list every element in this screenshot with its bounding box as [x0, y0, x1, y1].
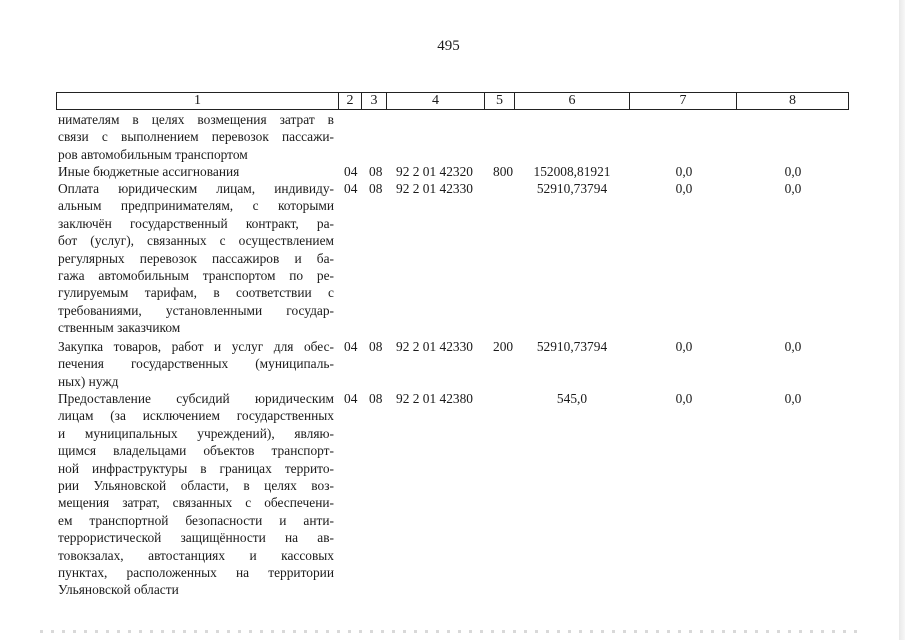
scan-artifact	[40, 630, 860, 633]
table-row-4-description	[58, 390, 334, 599]
description-line: товокзалах, автостанциях и кассовых	[58, 547, 334, 563]
description-line: регулярных перевозок пассажиров и ба-	[58, 250, 334, 266]
header-col-2: 2	[339, 93, 362, 109]
row-3-expense-type: 200	[493, 339, 514, 354]
row-2-amount-col8: 0,0	[784, 181, 802, 196]
row-3-amount-col6: 52910,73794	[536, 339, 608, 354]
description-line: заключён государственный контракт, ра-	[58, 215, 334, 231]
row-3-subsection: 08	[369, 339, 383, 354]
description-line: нимателям в целях возмещения затрат в	[58, 112, 334, 127]
row-1-subsection: 08	[369, 164, 383, 179]
row-4-amount-col6: 545,0	[556, 391, 588, 406]
description-line: Предоставление субсидий юридическим	[58, 391, 334, 406]
page-number: 495	[437, 38, 460, 54]
description-line: Закупка товаров, работ и услуг для обес-	[58, 339, 334, 354]
scan-edge	[899, 0, 905, 640]
header-col-3: 3	[362, 93, 387, 109]
header-col-1: 1	[57, 93, 339, 109]
table-row-3-description	[58, 338, 334, 390]
description-line: щимся владельцами объектов транспорт-	[58, 443, 334, 459]
row-3-amount-col7: 0,0	[675, 339, 693, 354]
description-line: ственным заказчиком	[58, 320, 181, 336]
table-row-2-description	[58, 180, 334, 337]
description-line: ной инфраструктуры в границах террито-	[58, 460, 334, 476]
description-line: Иные бюджетные ассигнования	[58, 164, 240, 179]
header-col-8: 8	[789, 93, 796, 108]
description-line: бот (услуг), связанных с осуществлением	[58, 233, 334, 249]
description-line: рии Ульяновской области, в целях воз-	[58, 478, 334, 494]
row-2-amount-col7: 0,0	[675, 181, 693, 196]
row-3-amount-col8: 0,0	[784, 339, 802, 354]
row-1-expense-type: 800	[493, 164, 514, 179]
description-line: Оплата юридическим лицам, индивиду-	[58, 181, 334, 196]
description-line: ров автомобильным транспортом	[58, 146, 248, 162]
row-1-section: 04	[344, 164, 358, 179]
description-line: гажа автомобильным транспортом по ре-	[58, 268, 334, 284]
description-line: гулируемым тарифам, в соответствии с	[58, 285, 334, 301]
row-1-amount-col8: 0,0	[784, 164, 802, 179]
header-col-4: 4	[387, 93, 485, 109]
description-line: мещения затрат, связанных с обеспечени-	[58, 495, 334, 511]
row-2-subsection: 08	[369, 181, 383, 196]
row-4-section: 04	[344, 391, 358, 406]
description-line: печения государственных (муниципаль-	[58, 356, 334, 372]
row-2-amount-col6: 52910,73794	[536, 181, 608, 196]
description-line: террористической защищённости на ав-	[58, 530, 334, 546]
description-line: ных) нужд	[58, 373, 119, 389]
row-1-amount-col7: 0,0	[675, 164, 693, 179]
row-2-target-article: 92 2 01 42330	[396, 181, 473, 196]
row-1-target-article: 92 2 01 42320	[396, 164, 473, 179]
row-4-amount-col8: 0,0	[784, 391, 802, 406]
row-2-section: 04	[344, 181, 358, 196]
description-line: и муниципальных учреждений), являю-	[58, 425, 334, 441]
description-line: лицам (за исключением государственных	[58, 408, 334, 424]
table-row-1-description	[58, 163, 334, 180]
description-line: требованиями, установленными государ-	[58, 302, 334, 318]
description-line: ем транспортной безопасности и анти-	[58, 512, 334, 528]
row-4-target-article: 92 2 01 42380	[396, 391, 473, 406]
row-3-target-article: 92 2 01 42330	[396, 339, 473, 354]
header-col-6: 6	[515, 93, 630, 109]
description-line: связи с выполнением перевозок пассажи-	[58, 129, 334, 145]
description-line: Ульяновской области	[58, 582, 179, 598]
table-header-row	[56, 92, 849, 110]
row-4-subsection: 08	[369, 391, 383, 406]
row-1-amount-col6: 152008,81921	[533, 164, 611, 179]
row-3-section: 04	[344, 339, 358, 354]
table-row-0-description	[58, 111, 334, 163]
row-4-amount-col7: 0,0	[675, 391, 693, 406]
header-col-7: 7	[630, 93, 737, 109]
description-line: альным предпринимателям, с которыми	[58, 198, 334, 214]
description-line: пунктах, расположенных на территории	[58, 565, 334, 581]
header-col-5: 5	[485, 93, 515, 109]
